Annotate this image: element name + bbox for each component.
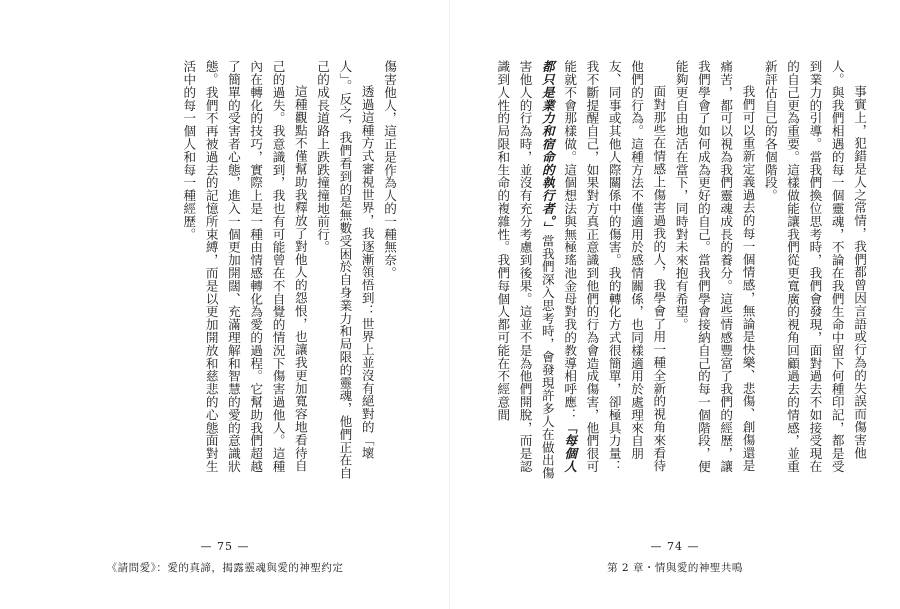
paragraph: 這種觀點不僅幫助我釋放了對他人的怨恨，也讓我更加寬容地看待自己的過失。我意識到，我也有可能曾在不自覺的情況下傷害過他人。這種內在轉化的技巧，實際上是一種由情感轉化為愛的過程。它幫助我們超越了簡單的受害者心態，進入一個更加開闊、充滿理解和智慧的愛的意識狀態。我們不再被過去的記憶所束縛，而是以更加開放和慈悲的心態面對生活中的每一個人和每一種經歷。	[181, 60, 308, 473]
left-page-text	[20, 60, 400, 480]
paragraph: 事實上，犯錯是人之常情，我們都曾因言語或行為的失誤而傷害他人。與我們相遇的每一個靈魂，不論在我們生命中留下何種印記，都是受到業力的引導。當我們換位思考時，我們會發現，面對過去不如接受現在的自己更為重要。這樣做能讓我們從更寬廣的視角回顧過去的情感，並重新評估自己的各個階段。	[762, 60, 867, 473]
running-head: 第 2 章・情與愛的神聖共鳴	[607, 562, 743, 574]
paragraph: 透過這種方式審視世界，我逐漸領悟到：世界上並沒有絕對的「壞人」。反之，我們看到的是無數受困於自身業力和局限的靈魂，他們正在自己的成長道路上跌跌撞撞地前行。	[315, 60, 375, 480]
emphasized-quote: 「每個人都只是業力和宿命的執行者。」	[539, 60, 578, 473]
right-page-text	[490, 60, 870, 480]
page-number: — 75 —	[200, 540, 250, 553]
right-page	[450, 0, 900, 609]
running-head: 《請問愛》：愛的真諦，揭露靈魂與愛的神聖约定	[106, 562, 344, 574]
paragraph: 我們可以重新定義過去的每一個情感，無論是快樂、悲傷、創傷還是痛苦，都可以視為我們靈魂成長的養分。這些情感豐富了我們的經歷，讓我們學會了如何成為更好的自己。當我們學會接納自己的每一個階段，便能夠更自由地活在當下，同時對未來抱有希望。	[673, 60, 756, 473]
paragraph-text: 面對那些在情感上傷害過我的人，我學會了用一種全新的視角來看待他們的行為。這種方法不僅適用於感情關係，也同樣適用於處理來自朋友、同事或其他人際關係中的傷害。我的轉化方式很簡單，卻極具力量：我不斷提醒自己，如果對方真正意識到他們的行為會造成傷害，他們很可能就不會那樣做。這個想法與無極瑤池金母對我的教導相呼應：	[562, 60, 667, 473]
paragraph	[491, 60, 669, 480]
page-number: — 74 —	[650, 540, 700, 553]
paragraph: 傷害他人，這正是作為人的一種無奈。	[382, 60, 397, 280]
paragraph-text-continued: 當我們深入思考時，會發現許多人在做出傷害他人的行為時，並沒有充分考慮到後果。這並不是為他們開脫，而是認識到人性的局限和生命的複雜性。我們每個人都可能在不經意間	[495, 60, 555, 480]
